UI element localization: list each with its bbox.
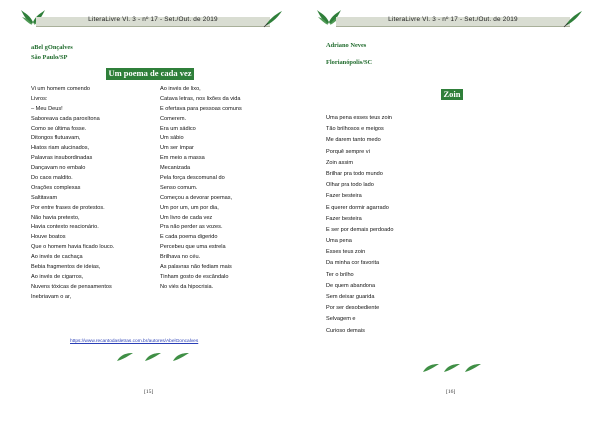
poem-line: Não havia pretexto, <box>31 214 80 221</box>
poem-line: As palavras não fediam mais <box>160 264 232 271</box>
poem-line: Porquê sempre vi <box>326 148 370 155</box>
poem-line: Um ser ímpar <box>160 145 194 152</box>
poem-line: Orações complexas <box>31 184 81 191</box>
author-link[interactable]: https://www.recantodasletras.com.br/autores/AbelGoncalves <box>70 339 199 344</box>
poem-line: Ao invés de cachaça <box>31 254 83 261</box>
poem-line: Ter o brilho <box>326 271 354 278</box>
poem-line: Comerem. <box>160 115 187 122</box>
poem-line: Por ser desobediente <box>326 305 380 312</box>
leaf-ornament-icon <box>172 352 190 362</box>
leaf-ornament-icon <box>116 352 134 362</box>
right-page <box>300 0 600 424</box>
poem-line: E cada poema digerido <box>160 234 218 241</box>
author-name: Adriano Neves <box>326 42 367 49</box>
poem-line: – Meu Deus! <box>31 105 63 112</box>
leaf-ornament-icon <box>443 363 461 373</box>
poem-line: Selvagem e <box>326 316 356 323</box>
poem-line: Tinham gosto de escândalo <box>160 273 229 280</box>
poem-line: Ao invés de cigarros, <box>31 273 84 280</box>
poem-column-2 <box>160 85 242 293</box>
poem-line: Um por um, um por dia, <box>160 204 219 211</box>
poem-column <box>326 113 393 337</box>
poem-line: De quem abandona <box>326 282 376 289</box>
poem-title: Zoin <box>441 89 463 100</box>
poem-line: Senso comum. <box>160 184 198 191</box>
poem-line: E ser por demais perdoado <box>326 226 394 233</box>
poem-line: Era um sádico <box>160 125 196 132</box>
quill-pen-icon <box>262 10 284 28</box>
poem-line: Dançavam no embalo <box>31 165 86 172</box>
poem-line: Começou a devorar poemas, <box>160 194 233 201</box>
poem-line: Olhar pra todo lado <box>326 182 374 189</box>
poem-line: Da minha cor favorita <box>326 260 380 267</box>
leaf-ornament-icon <box>464 363 482 373</box>
poem-line: Houve boatos <box>31 234 66 241</box>
leaf-ornament-icon <box>144 352 162 362</box>
poem-line: Pra não perder as vozes. <box>160 224 223 231</box>
poem-line: Que o homem havia ficado louco. <box>31 244 115 251</box>
poem-line: Brilhava no céu. <box>160 254 201 261</box>
poem-line: Zoin assim <box>326 159 354 166</box>
poem-line: Saboreava cada paroxítona <box>31 115 100 122</box>
author-location: Florianópolis/SC <box>326 59 373 66</box>
leaf-ornament-icon <box>422 363 440 373</box>
poem-line: Livros: <box>31 95 48 102</box>
poem-line: Ao invés de lixo, <box>160 86 201 92</box>
page-number: [15] <box>144 389 154 395</box>
poem-line: Por entre frases de protestos. <box>31 204 105 211</box>
poem-line: Ditongos flutuavam, <box>31 135 81 142</box>
header-title: LiteraLivre Vl. 3 - nº 17 - Set./Out. de 2019 <box>88 16 218 23</box>
poem-line: Tão brilhosos e meigos <box>326 126 384 133</box>
poem-line: Um livro de cada vez <box>160 214 213 221</box>
poem-line: Pela força descomunal do <box>160 175 225 182</box>
poem-line: Curioso demais <box>326 327 365 334</box>
poem-line: Saltitavam <box>31 194 58 201</box>
author-location: São Paulo/SP <box>31 54 68 61</box>
poem-line: Uma pena <box>326 238 352 245</box>
page-number: [16] <box>446 389 456 395</box>
poem-line: Inebriavam o ar, <box>31 293 72 300</box>
poem-line: Hiatos riam alucinados, <box>31 145 90 152</box>
poem-line: Como se última fosse. <box>31 125 87 132</box>
poem-line: Do caos maldito. <box>31 175 73 182</box>
poem-title: Um poema de cada vez <box>106 68 194 80</box>
poem-line: E querer dormir agarrado <box>326 204 389 211</box>
poem-line: Brilhar pra todo mundo <box>326 170 383 177</box>
quill-pen-icon <box>562 10 584 28</box>
poem-line: Sem deixar guarida <box>326 294 375 300</box>
poem-line: Havia contexto reacionário. <box>31 224 99 231</box>
poem-line: Me darem tanto medo <box>326 137 381 144</box>
poem-line: Mecanizada <box>160 165 191 172</box>
poem-line: Nuvens tóxicas de pensamentos <box>31 283 112 290</box>
poem-line: Bebia fragmentos de ideias, <box>31 264 101 271</box>
poem-column-1 <box>31 85 114 303</box>
header-title: LiteraLivre Vl. 3 - nº 17 - Set./Out. de 2019 <box>388 16 518 23</box>
poem-line: Fazer besteira <box>326 193 362 200</box>
poem-line: No viés da hipocrisia. <box>160 283 214 290</box>
poem-line: Percebeu que uma estrela <box>160 244 226 251</box>
poem-line: Esses teus zoin <box>326 249 366 256</box>
poem-line: Em meio a massa <box>160 155 205 162</box>
author-name: aBel gOnçalves <box>31 44 73 51</box>
page-header <box>28 8 278 30</box>
poem-line: Fazer besteira <box>326 215 362 222</box>
poem-line: Palavras insubordinadas <box>31 155 93 162</box>
poem-line: Catava letras, nos lixões da vida <box>160 95 241 102</box>
poem-line: Vi um homem comendo <box>31 86 90 92</box>
poem-line: E ofertava para pessoas comuns <box>160 105 242 112</box>
poem-line: Um sábio <box>160 135 184 142</box>
poem-line: Uma pena esses teus zoin <box>326 115 392 121</box>
page-header <box>328 8 578 30</box>
